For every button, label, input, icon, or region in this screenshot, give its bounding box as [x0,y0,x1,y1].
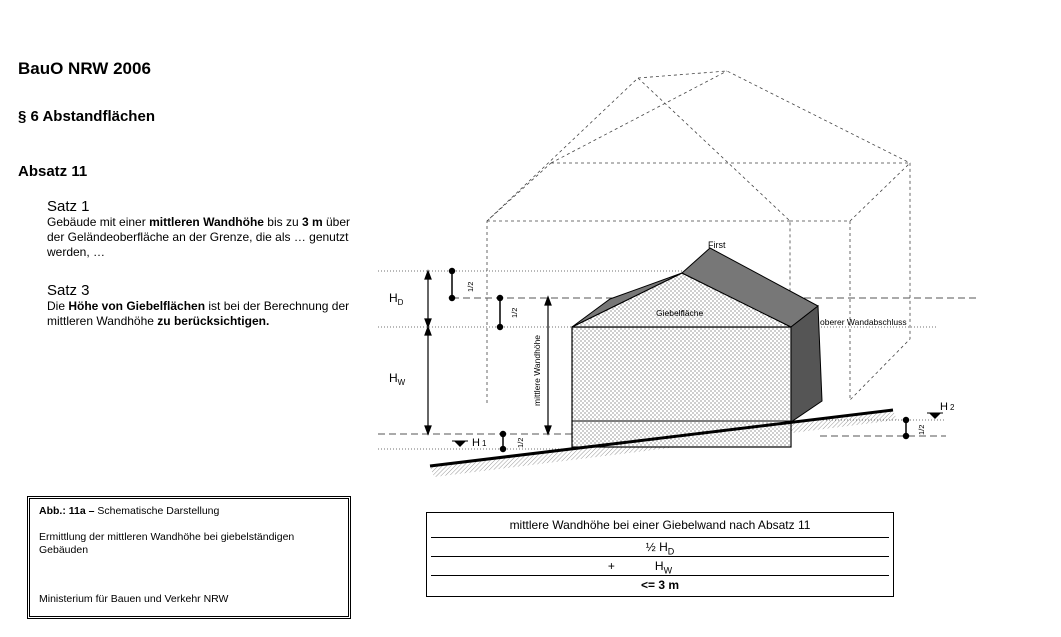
h1-level-icon [454,441,466,447]
half-marker-h2: 1/2 [917,424,926,435]
law-title: BauO NRW 2006 [18,59,151,78]
caption-title: Abb.: 11a – Schematische Darstellung [39,505,220,517]
caption-source: Ministerium für Bauen und Verkehr NRW [39,593,229,605]
mittlere-wandhoehe-label: mittlere Wandhöhe [532,334,542,406]
caption-description: Ermittlung der mittleren Wandhöhe bei giebelständigen Gebäuden [39,531,295,556]
formula-row-hw: + $H_W$ [607,559,673,576]
satz1-title: Satz 1 [47,198,90,215]
oberer-wandabschluss-label: oberer Wandabschluss [820,317,907,327]
formula-row-hd: ½ $H_D$ [645,540,675,557]
satz3-text: Die Höhe von Giebelflächen ist bei der Berechnung der mittleren Wandhöhe zu berücksichtigen. [47,299,350,328]
half-marker-gable: 1/2 [510,307,519,318]
first-label: First [708,240,726,250]
giebelflaeche-label: Giebelfläche [656,308,704,318]
formula-title: mittlere Wandhöhe bei einer Giebelwand nach Absatz 11 [509,518,811,532]
building-wall [572,327,791,447]
half-marker-h1: 1/2 [516,437,525,448]
h1-label: H 1 [472,437,487,449]
hd-label: $H_D$ [389,291,404,307]
h2-label: H 2 [940,401,955,413]
side-wall [791,306,822,422]
half-marker-hd: 1/2 [466,281,475,292]
satz1-text: Gebäude mit einer mittleren Wandhöhe bis zu 3 m über der Geländeoberfläche an der Grenze, die als … genutzt werden, … [47,215,351,259]
formula-result: <= 3 m [640,578,680,592]
paragraph-title: Absatz 11 [18,163,88,180]
h2-level-icon [929,413,941,419]
hw-label: $H_W$ [389,371,406,387]
section-title: § 6 Abstandflächen [18,108,155,125]
satz3-title: Satz 3 [47,282,90,299]
